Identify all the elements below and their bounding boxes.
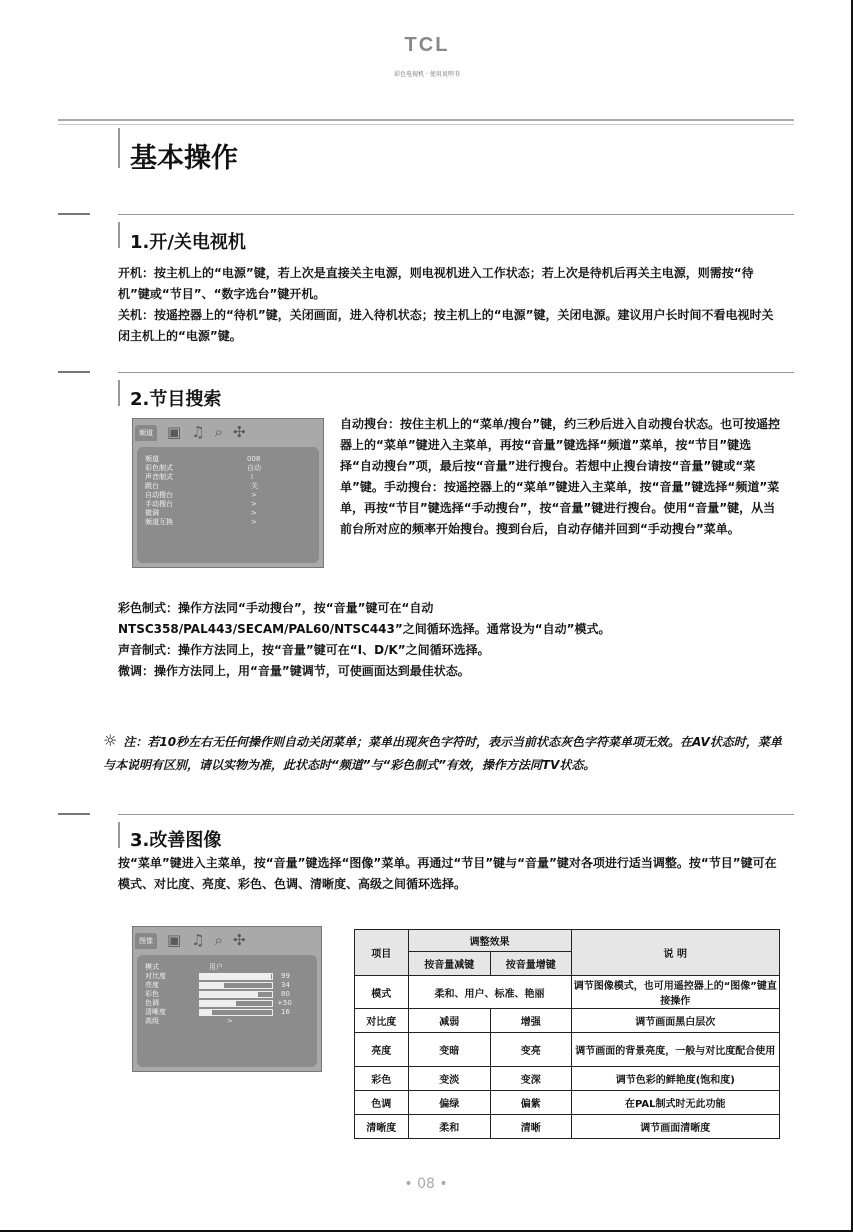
section-accent-bar: [118, 380, 120, 406]
table-cell: 对比度: [355, 1009, 409, 1033]
table-header: 调整效果: [408, 930, 571, 952]
section-divider: [118, 814, 794, 815]
table-cell: 模式: [355, 976, 409, 1009]
level-bar: [199, 1009, 273, 1016]
menu-row-label: 手动搜台: [145, 500, 173, 508]
section-title: 3.改善图像: [130, 830, 222, 851]
level-fill: [200, 1001, 236, 1006]
header-subtitle: 彩色电视机 · 使用说明书: [394, 71, 460, 78]
section-marker: [58, 813, 90, 815]
paragraph: NTSC358/PAL443/SECAM/PAL60/NTSC443”之间循环选择。通常设为“自动”模式。: [118, 622, 611, 636]
menu-row-value: 用户: [209, 963, 223, 971]
channel-menu-screenshot: [132, 418, 324, 568]
page-number-value: 08: [417, 1176, 435, 1192]
paragraph: 彩色制式：操作方法同“手动搜台”，按“音量”键可在“自动: [118, 601, 434, 615]
menu-tabs: [135, 423, 321, 445]
music-note-icon: ♫: [191, 423, 205, 441]
table-cell: 偏绿: [408, 1091, 490, 1115]
table-cell: 变暗: [408, 1033, 490, 1067]
level-fill: [200, 983, 224, 988]
paragraph: 声音制式：操作方法同上，按“音量”键可在“I、D/K”之间循环选择。: [118, 643, 490, 657]
page-title: 基本操作: [130, 143, 238, 174]
table-cell: 变亮: [491, 1033, 572, 1067]
section-divider: [118, 214, 794, 215]
title-accent-bar: [118, 128, 120, 168]
table-cell: 调节画面的背景亮度，一般与对比度配合使用: [571, 1033, 779, 1067]
table-cell: 调节画面清晰度: [571, 1115, 779, 1139]
menu-panel: [137, 955, 317, 1067]
menu-row-label: 高级: [145, 1017, 159, 1025]
table-cell: 柔和: [408, 1115, 490, 1139]
table-row: [355, 1091, 780, 1115]
menu-row-value: 16: [281, 1008, 290, 1016]
section-body: [118, 263, 783, 347]
table-header: 说 明: [571, 930, 779, 976]
section-marker: [58, 213, 90, 215]
search-icon: ⌕: [214, 931, 224, 949]
menu-row-value: 34: [281, 981, 290, 989]
menu-row-label: 微调: [145, 509, 159, 517]
section-title: 2.节目搜索: [130, 389, 222, 410]
paragraph: 开机：按主机上的“电源”键，若上次是直接关主电源，则电视机进入工作状态；若上次是待机后再关主电源，则需按“待机”键或“节目”、“数字选台”键开机。: [118, 266, 754, 301]
menu-row-value: 80: [281, 990, 290, 998]
table-cell: 清晰: [491, 1115, 572, 1139]
menu-tabs: [135, 931, 319, 953]
menu-row-value: >: [251, 518, 257, 526]
section-intro: 按“菜单”键进入主菜单，按“音量”键选择“图像”菜单。再通过“节目”键与“音量”键对各项进行适当调整。按“节目”键可在模式、对比度、亮度、彩色、色调、清晰度、高级之间循环选择。: [118, 856, 777, 891]
menu-row-label: 清晰度: [145, 1008, 166, 1016]
note-text: 注：若10秒左右无任何操作则自动关闭菜单；菜单出现灰色字符时，表示当前状态灰色字符菜单项无效。在AV状态时，菜单与本说明有区别，请以实物为准，此状态时“频道”与“彩色制式”有效，操作方法同TV状态。: [103, 735, 782, 772]
music-note-icon: ♫: [191, 931, 205, 949]
header-divider: [58, 119, 794, 121]
table-cell: 柔和、用户、标准、艳丽: [408, 976, 571, 1009]
tools-icon: ✣: [233, 931, 246, 949]
table-cell: 偏紫: [491, 1091, 572, 1115]
menu-panel: [137, 447, 319, 563]
menu-row-label: 模式: [145, 963, 159, 971]
paragraph: 关机：按遥控器上的“待机”键，关闭画面，进入待机状态；按主机上的“电源”键，关闭电源。建议用户长时间不看电视时关闭主机上的“电源”键。: [118, 308, 774, 343]
table-row: [355, 1009, 780, 1033]
menu-row-label: 跳台: [145, 482, 159, 490]
level-bar: [199, 1000, 273, 1007]
menu-row-value: >: [251, 491, 257, 499]
section-divider: [118, 372, 794, 373]
section-body: [118, 598, 783, 682]
menu-row-value: +50: [277, 999, 292, 1007]
table-cell: 亮度: [355, 1033, 409, 1067]
brand-logo: TCL: [404, 34, 450, 56]
table-cell: 调节画面黑白层次: [571, 1009, 779, 1033]
table-cell: 变深: [491, 1067, 572, 1091]
section-title: 1.开/关电视机: [130, 232, 246, 253]
level-bar: [199, 973, 273, 980]
table-cell: 变淡: [408, 1067, 490, 1091]
header-divider-thin: [58, 124, 794, 125]
table-cell: 清晰度: [355, 1115, 409, 1139]
table-header: 按音量减键: [408, 952, 490, 976]
search-description: 自动搜台：按住主机上的“菜单/搜台”键，约三秒后进入自动搜台状态。也可按遥控器上的“菜单”键进入主菜单，再按“音量”键选择“频道”菜单，按“节目”键选择“自动搜台”项，最后按“音量”进行搜台。若想中止搜台请按“音量”键或“菜单”键。手动搜台：按遥控器上的“菜单”键进入主菜单，按“音量”键选择“频道”菜单，再按“节目”键选择“手动搜台”，按“音量”键进行搜台。使用“音量”键，从当前台所对应的频率开始搜台。搜到台后，自动存储并回到“手动搜台”菜单。: [340, 417, 781, 536]
menu-row-value: 自动: [247, 464, 261, 472]
menu-row-label: 色调: [145, 999, 159, 1007]
table-cell: 在PAL制式时无此功能: [571, 1091, 779, 1115]
picture-menu-screenshot: [132, 926, 322, 1072]
table-header: 项目: [355, 930, 409, 976]
table-cell: 调节色彩的鲜艳度(饱和度): [571, 1067, 779, 1091]
menu-row-label: 频道互换: [145, 518, 173, 526]
table-cell: 减弱: [408, 1009, 490, 1033]
menu-row-value: 关: [251, 482, 258, 490]
menu-row-label: 频道: [145, 455, 159, 463]
picture-adjust-table: [354, 929, 780, 1139]
section-accent-bar: [118, 822, 120, 848]
menu-row-label: 彩色: [145, 990, 159, 998]
search-icon: ⌕: [214, 423, 224, 441]
menu-row-label: 自动搜台: [145, 491, 173, 499]
paragraph: 微调：操作方法同上，用“音量”键调节，可使画面达到最佳状态。: [118, 664, 470, 678]
level-fill: [200, 1010, 212, 1015]
table-cell: 调节图像模式，也可用遥控器上的“图像”键直接操作: [571, 976, 779, 1009]
menu-row-label: 彩色制式: [145, 464, 173, 472]
level-fill: [200, 974, 271, 979]
table-row: [355, 1033, 780, 1067]
tools-icon: ✣: [233, 423, 246, 441]
menu-row-value: >: [251, 500, 257, 508]
menu-row-label: 声音制式: [145, 473, 173, 481]
menu-row-value: >: [227, 1017, 233, 1025]
menu-tab-selected: 图像: [135, 933, 157, 949]
menu-row-value: >: [251, 509, 257, 517]
menu-row-value: 99: [281, 972, 290, 980]
table-row: [355, 976, 780, 1009]
table-row: [355, 1067, 780, 1091]
menu-row-value: 008: [247, 455, 261, 463]
sun-icon: ☼: [103, 731, 118, 750]
level-bar: [199, 991, 273, 998]
menu-row-value: I: [251, 473, 254, 481]
section-marker: [58, 371, 90, 373]
table-header: 按音量增键: [491, 952, 572, 976]
table-cell: 色调: [355, 1091, 409, 1115]
level-fill: [200, 992, 258, 997]
menu-tab-selected: 频道: [135, 425, 157, 441]
menu-row-label: 对比度: [145, 972, 166, 980]
tv-icon: ▣: [167, 931, 182, 949]
page-number: • 08 •: [404, 1176, 448, 1192]
level-bar: [199, 982, 273, 989]
table-cell: 彩色: [355, 1067, 409, 1091]
menu-row-label: 亮度: [145, 981, 159, 989]
table-row: [355, 1115, 780, 1139]
tv-icon: ▣: [167, 423, 182, 441]
note-block: [103, 729, 783, 777]
section-accent-bar: [118, 222, 120, 248]
table-cell: 增强: [491, 1009, 572, 1033]
